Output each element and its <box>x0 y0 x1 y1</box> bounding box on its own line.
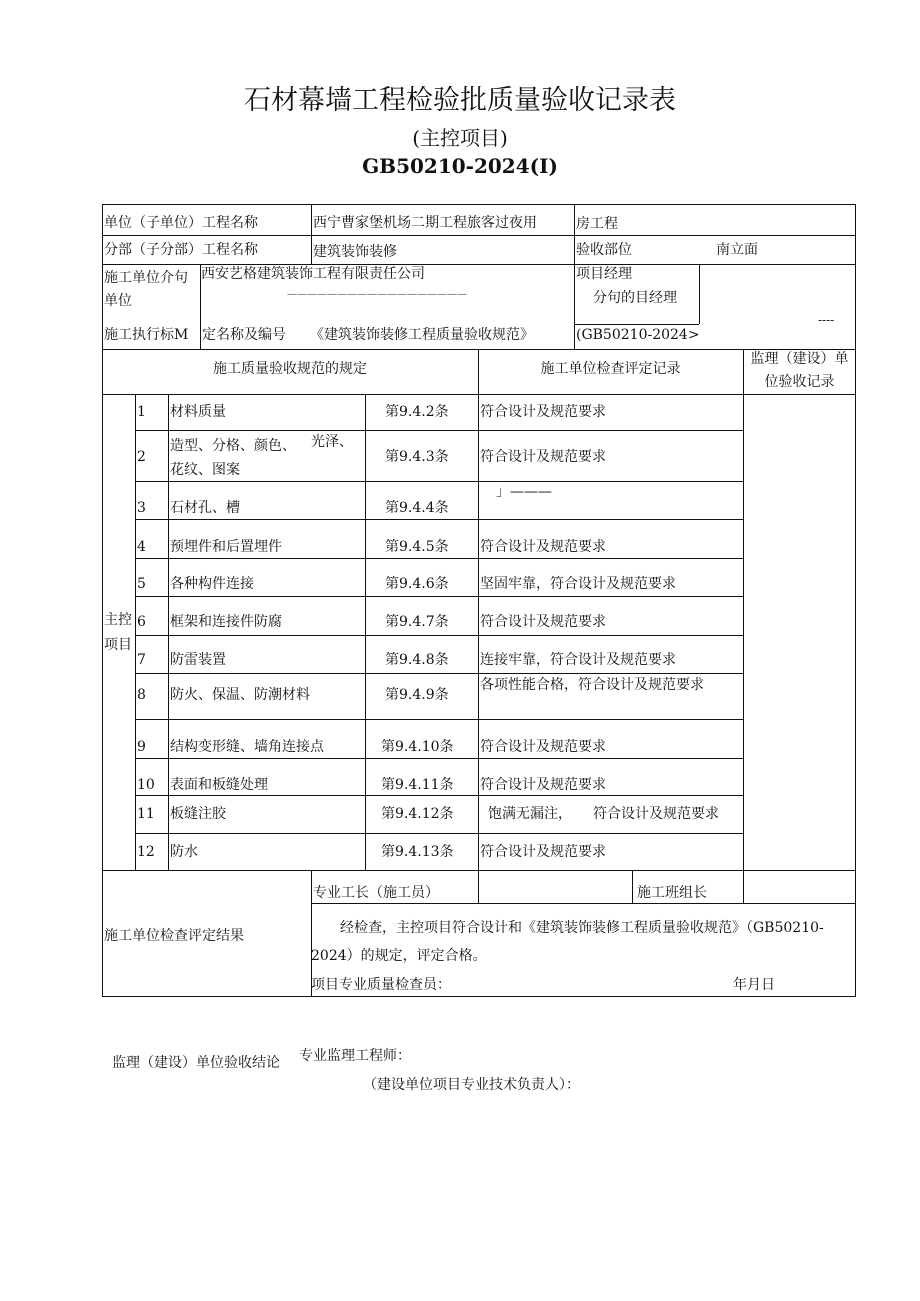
contractor-dashes: —————————————————— <box>287 289 467 300</box>
item-name: 石材孔、槽 <box>170 500 240 516</box>
group-label-line2: 项目 <box>104 637 132 653</box>
item-clause: 第9.4.13条 <box>381 844 454 860</box>
item-record: 符合设计及规范要求 <box>480 844 606 860</box>
item-number: 9 <box>137 739 146 755</box>
group-label-line1: 主控 <box>104 612 132 628</box>
standard-code-value: (GB50210-2024> <box>576 327 700 343</box>
owner-label: （建设单位项目专业技术负责人）： <box>363 1077 580 1093</box>
item-clause: 第9.4.4条 <box>385 500 449 516</box>
standard-label-b: 定名称及编号 <box>202 327 286 343</box>
item-name: 防水 <box>170 844 198 860</box>
item-number: 2 <box>137 449 146 465</box>
item-clause: 第9.4.6条 <box>385 576 449 592</box>
item-name: 材料质量 <box>170 404 226 420</box>
inspector-label: 项目专业质量检查员： <box>311 977 451 993</box>
item-clause: 第9.4.9条 <box>385 687 449 703</box>
item-name: 结构变形缝、墙角连接点 <box>170 739 324 755</box>
item-name: 花纹、图案 <box>170 462 240 478</box>
unit-name-label: 单位（子单位）工程名称 <box>104 215 258 231</box>
acceptance-part-label: 验收部位 <box>576 242 632 258</box>
item-number: 5 <box>137 576 146 592</box>
standard-value: 《建筑装饰装修工程质量验收规范》 <box>310 327 534 343</box>
team-leader-label: 施工班组长 <box>637 885 707 901</box>
table-grid <box>102 204 856 997</box>
item-name: 框架和连接件防腐 <box>170 614 282 630</box>
item-record: 符合设计及规范要求 <box>480 614 606 630</box>
inspection-table <box>102 204 856 997</box>
item-name: 防火、保温、防潮材料 <box>170 687 310 703</box>
item-number: 7 <box>137 652 146 668</box>
standard-code: GB50210-2024(I) <box>362 154 558 178</box>
sub-project-manager-label: 分句的目经理 <box>593 290 677 306</box>
supervision-header-line2: 位验收记录 <box>764 374 835 390</box>
contractor-label-line2: 单位 <box>104 293 132 309</box>
item-record: 符合设计及规范要求 <box>593 806 719 822</box>
item-name: 板缝注胶 <box>170 806 226 822</box>
item-record: 符合设计及规范要求 <box>480 404 606 420</box>
item-number: 6 <box>137 614 146 630</box>
sub-project-label: 分部（子分部）工程名称 <box>104 242 258 258</box>
conclusion-label: 监理（建设）单位验收结论 <box>112 1055 280 1071</box>
supervision-header-line1: 监理（建设）单 <box>750 351 849 367</box>
foreman-label: 专业工长（施工员） <box>313 885 439 901</box>
item-number: 11 <box>137 806 155 822</box>
item-record: 符合设计及规范要求 <box>480 739 606 755</box>
item-record: 符合设计及规范要求 <box>480 449 606 465</box>
item-record: 符合设计及规范要求 <box>480 539 606 555</box>
item-clause: 第9.4.11条 <box>381 777 454 793</box>
item-number: 3 <box>137 500 146 516</box>
result-label: 施工单位检查评定结果 <box>104 928 244 944</box>
item-number: 1 <box>137 404 146 420</box>
engineer-label: 专业监理工程师： <box>299 1048 411 1064</box>
item-name: 各种构件连接 <box>170 576 254 592</box>
unit-name-value: 西宁曹家堡机场二期工程旅客过夜用 <box>313 215 537 231</box>
item-name: 防雷装置 <box>170 652 226 668</box>
item-name: 表面和板缝处理 <box>170 777 268 793</box>
item-record: 坚固牢靠，符合设计及规范要求 <box>480 576 676 592</box>
date-label: 年月日 <box>733 977 775 993</box>
record-header: 施工单位检查评定记录 <box>540 361 681 377</box>
unit-name-value-tail: 房工程 <box>576 216 618 232</box>
item-clause: 第9.4.8条 <box>385 652 449 668</box>
item-number: 4 <box>137 539 146 555</box>
item-number: 10 <box>137 777 155 793</box>
item-record: 连接牢靠，符合设计及规范要求 <box>480 652 676 668</box>
item-clause: 第9.4.3条 <box>385 449 449 465</box>
item-record: 各项性能合格，符合设计及规范要求 <box>480 677 704 693</box>
item-clause: 第9.4.5条 <box>385 539 449 555</box>
item-record: 饱满无漏注， <box>488 806 572 822</box>
item-number: 8 <box>137 687 146 703</box>
result-text-line1: 经检查，主控项目符合设计和《建筑装饰装修工程质量验收规范》（GB50210- <box>340 920 824 936</box>
item-number: 12 <box>137 844 155 860</box>
standard-label-a: 施工执行标M <box>104 327 189 343</box>
sub-project-value: 建筑装饰装修 <box>313 244 397 260</box>
item-name: 造型、分格、颜色、 <box>170 438 296 454</box>
item-record: 符合设计及规范要求 <box>480 777 606 793</box>
item-record: 」——— <box>496 484 552 500</box>
project-manager-label: 项目经理 <box>576 266 632 282</box>
acceptance-part-value: 南立面 <box>716 242 758 258</box>
contractor-label-line1: 施工单位介句 <box>104 270 188 286</box>
item-clause: 第9.4.7条 <box>385 614 449 630</box>
dash-mark: ---- <box>818 313 835 327</box>
item-name: 光泽、 <box>311 434 353 450</box>
item-clause: 第9.4.2条 <box>385 404 449 420</box>
item-name: 预埋件和后置埋件 <box>170 539 282 555</box>
result-text-line2: 2024）的规定，评定合格。 <box>311 948 487 964</box>
spec-header: 施工质量验收规范的规定 <box>213 361 367 377</box>
item-clause: 第9.4.10条 <box>381 739 454 755</box>
item-clause: 第9.4.12条 <box>381 806 454 822</box>
page-title: 石材幕墙工程检验批质量验收记录表 <box>244 85 676 116</box>
page-subtitle: (主控项目) <box>412 126 508 150</box>
contractor-value: 西安艺格建筑装饰工程有限责任公司 <box>201 266 425 282</box>
